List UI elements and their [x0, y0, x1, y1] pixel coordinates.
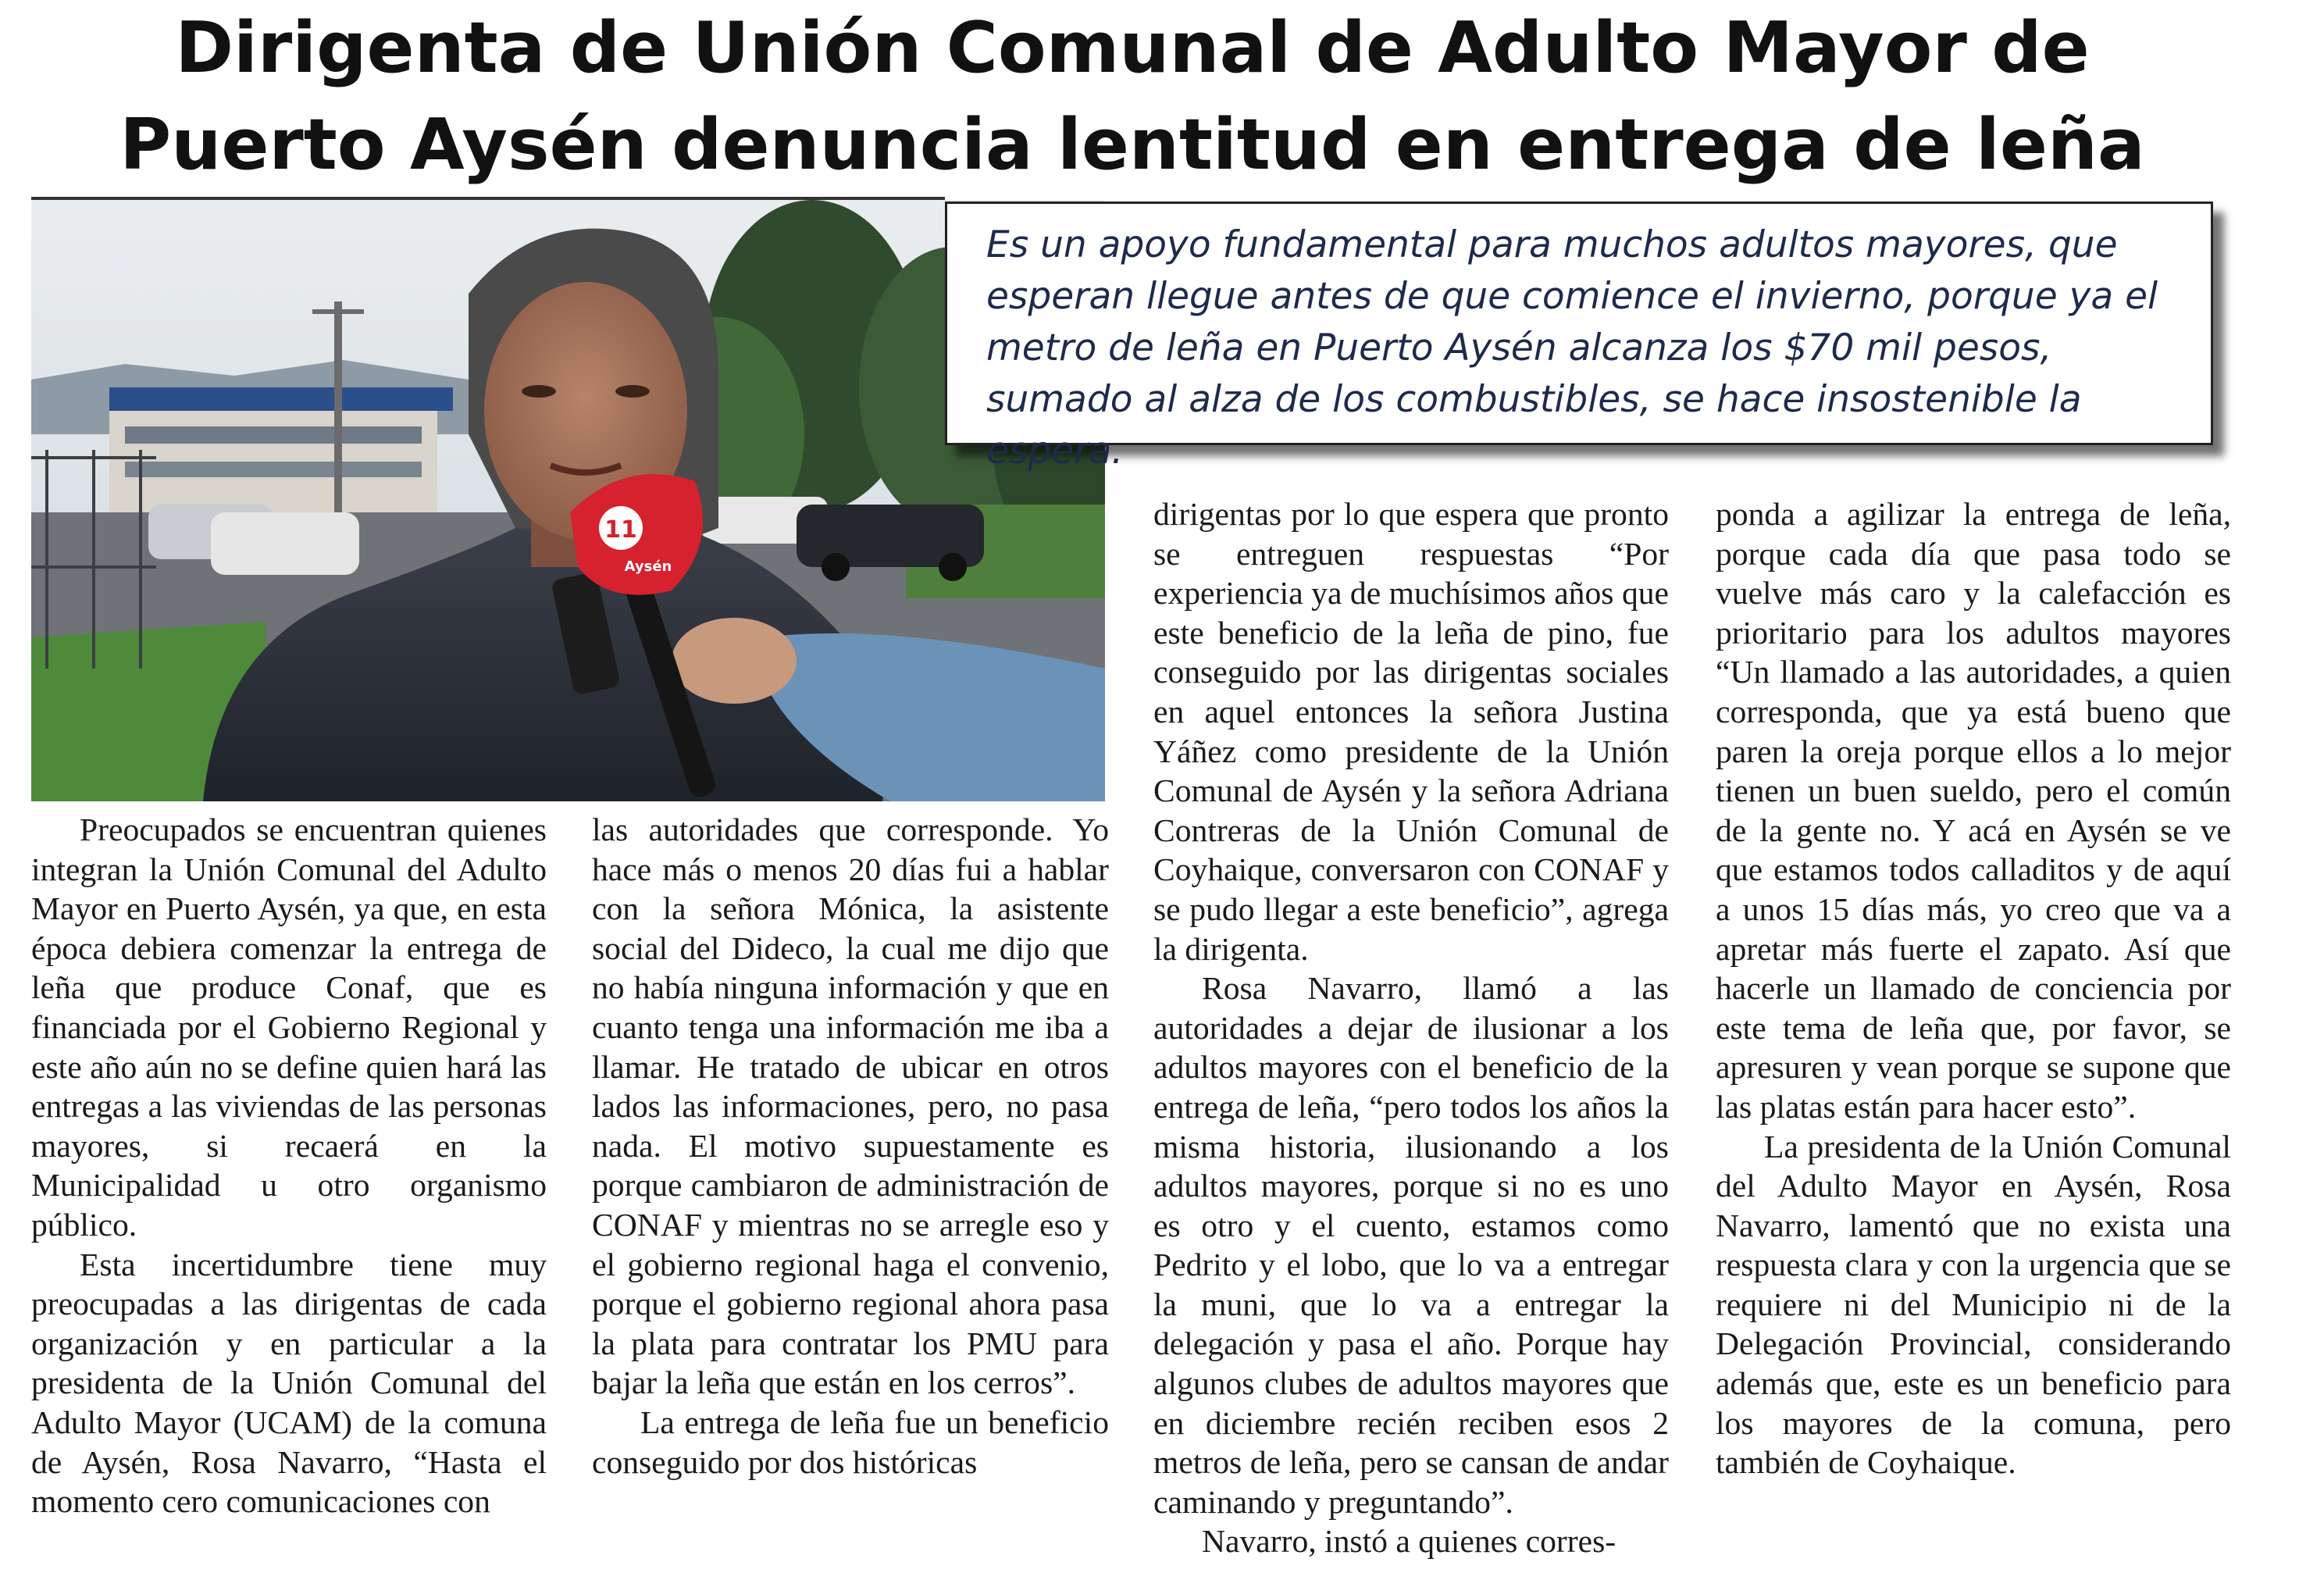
paragraph: ponda a agilizar la entrega de leña, porque cada día que pasa todo se vuelve más caro y la calefacción es prioritario para los adultos mayores “Un llamado a las autoridades, a quien corresponda, que ya está bueno que paren la oreja porque ellos a lo mejor tienen un buen sueldo, pero el común de la gente no. Y acá en Aysén se ve que estamos todos calladitos y de aquí a unos 15 días más, yo creo que va a apretar más fuerte el zapato. Así que hacerle un llamado de conciencia por este tema de leña que, por favor, se apresuren y vean porque se supone que las platas están para hacer esto”.: [1716, 496, 2231, 1125]
pull-quote-box: [945, 202, 2213, 473]
paragraph: La entrega de leña fue un beneficio conseguido por dos históricas: [592, 1404, 1109, 1480]
paragraph: Navarro, instó a quienes corres-: [1202, 1523, 1616, 1560]
paragraph: dirigentas por lo que espera que pronto se entreguen respuestas “Por experiencia ya de muchísimos años que este beneficio de la leña de pino, fue conseguido por las dirigentas sociales en aquel entonces la señora Justina Yáñez como presidente de la Unión Comunal de Aysén y la señora Adriana Contreras de la Unión Comunal de Coyhaique, conversaron con CONAF y se pudo llegar a este beneficio”, agrega la dirigenta.: [1153, 496, 1669, 967]
paragraph: Preocupados se encuentran quienes integran la Unión Comunal del Adulto Mayor en Puerto Aysén, ya que, en esta época debiera comenzar la entrega de leña que produce Conaf, que es financiada por el Gobierno Regional y este año aún no se define quien hará las entregas a las viviendas de las personas mayores, si recaerá en la Municipalidad u otro organismo público.: [31, 811, 547, 1243]
article-column-3: [1153, 494, 1669, 1561]
mic-logo-text: Aysén: [624, 558, 672, 575]
paragraph: Rosa Navarro, llamó a las autoridades a dejar de ilusionar a los adultos mayores con el beneficio de la entrega de leña, “pero todos los años la misma historia, ilusionando a los adultos mayores, porque si no es uno es otro y el cuento, estamos como Pedrito y el lobo, que lo va a entregar la muni, que lo va a entregar la delegación y pasa el año. Porque hay algunos clubes de adultos mayores que en diciembre recién reciben esos 2 metros de leña, pero se cansan de andar caminando y preguntando”.: [1153, 970, 1669, 1520]
article-column-1: [31, 810, 547, 1521]
article-headline: Dirigenta de Unión Comunal de Adulto Mayor de Puerto Aysén denuncia lentitud en entrega de leña: [119, 7, 2145, 186]
mic-logo-number: 11: [604, 516, 637, 544]
paragraph: Esta incertidumbre tiene muy preocupadas a las dirigentas de cada organización y en particular a la presidenta de la Unión Comunal del Adulto Mayor (UCAM) de la comuna de Aysén, Rosa Navarro, “Hasta el momento cero comunicaciones con: [31, 1246, 547, 1520]
pull-quote-text: Es un apoyo fundamental para muchos adultos mayores, que esperan llegue antes de que comience el invierno, porque ya el metro de leña en Puerto Aysén alcanza los $70 mil pesos, sumado al alza de los combustibles, se hace insostenible la espera.: [986, 223, 2158, 473]
article-column-2: [592, 810, 1109, 1482]
paragraph: las autoridades que corresponde. Yo hace más o menos 20 días fui a hablar con la señora Mónica, la asistente social del Dideco, la cual me dijo que no había ninguna información y que en cuanto tenga una información me iba a llamar. He tratado de ubicar en otros lados las informaciones, pero, no pasa nada. El motivo supuestamente es porque cambiaron de administración de CONAF y mientras no se arregle eso y el gobierno regional haga el convenio, porque el gobierno regional ahora pasa la plata para contratar los PMU para bajar la leña que están en los cerros”.: [592, 811, 1109, 1401]
article-column-4: [1716, 494, 2231, 1482]
paragraph: La presidenta de la Unión Comunal del Adulto Mayor en Aysén, Rosa Navarro, lamentó que no exista una respuesta clara y con la urgencia que se requiere ni del Municipio ni de la Delegación Provincial, considerando además que, este es un beneficio para los mayores de la comuna, pero también de Coyhaique.: [1716, 1128, 2231, 1481]
article-photo: [31, 200, 1105, 801]
